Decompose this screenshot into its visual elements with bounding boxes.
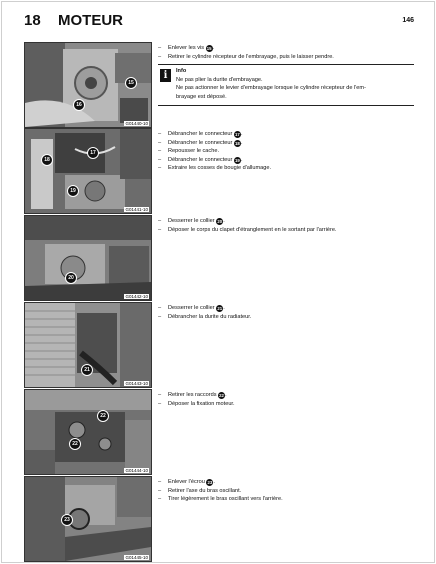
callout-marker: 16 bbox=[73, 99, 85, 111]
info-line: brayage est déposé. bbox=[176, 93, 227, 100]
info-title: Info bbox=[176, 68, 187, 75]
engine-mount-photo bbox=[25, 390, 151, 474]
reference-callout: 23 bbox=[207, 480, 213, 485]
callout-marker: 20 bbox=[65, 272, 77, 284]
step-item: – Enlever les vis 15. bbox=[158, 45, 215, 51]
step-item: – Retirer le cylindre récepteur de l'embrayage, puis le laisser pendre. bbox=[158, 53, 334, 60]
figure-photo-2 bbox=[24, 128, 152, 214]
steps-list bbox=[158, 391, 414, 408]
step-item: – Débrancher le connecteur 19. bbox=[158, 156, 243, 163]
callout-marker: 18 bbox=[41, 154, 53, 166]
figure-photo-5 bbox=[24, 389, 152, 475]
step-item: – Extraire les cosses de bougie d'allumage. bbox=[158, 165, 272, 172]
steps-list bbox=[158, 304, 414, 321]
page-number: 146 bbox=[402, 17, 414, 24]
step-item: – Desserrer le collier 20. bbox=[158, 218, 225, 224]
figure-photo-3 bbox=[24, 215, 152, 301]
info-icon: i bbox=[160, 69, 171, 82]
figure-code: G01445-10 bbox=[125, 555, 148, 560]
steps-list bbox=[158, 44, 414, 108]
figure-code: G01443-10 bbox=[125, 381, 148, 386]
callout-marker: 22 bbox=[69, 438, 81, 450]
step-item: – Enlever l'écrou 23. bbox=[158, 479, 215, 485]
connectors-photo bbox=[25, 129, 151, 213]
info-line: Ne pas actionner le levier d'embrayage lorsque le cylindre récepteur de l'em- bbox=[176, 85, 366, 92]
steps-list bbox=[158, 130, 414, 173]
steps-list bbox=[158, 478, 414, 504]
step-item: – Déposer le corps du clapet d'étranglement en le sortant par l'arrière. bbox=[158, 226, 337, 233]
info-box bbox=[158, 64, 414, 105]
page-header bbox=[24, 12, 414, 34]
step-item: – Débrancher la durite du radiateur. bbox=[158, 313, 252, 320]
callout-marker: 23 bbox=[61, 514, 73, 526]
figure-photo-4 bbox=[24, 302, 152, 388]
reference-callout: 17 bbox=[235, 132, 240, 137]
reference-callout: 21 bbox=[217, 306, 223, 311]
reference-callout: 22 bbox=[219, 393, 224, 398]
figure-code: G01441-10 bbox=[125, 207, 148, 212]
reference-callout: 19 bbox=[235, 157, 240, 163]
callout-marker: 15 bbox=[125, 77, 137, 89]
callout-marker: 17 bbox=[87, 147, 99, 159]
callout-marker: 22 bbox=[97, 410, 109, 422]
steps-list bbox=[158, 217, 414, 234]
step-item: – Déposer la fixation moteur. bbox=[158, 400, 235, 407]
reference-callout: 18 bbox=[235, 140, 240, 146]
figure-photo-6 bbox=[24, 476, 152, 562]
info-line: Ne pas plier la durite d'embrayage. bbox=[176, 76, 263, 83]
reference-callout: 15 bbox=[206, 46, 212, 51]
step-item: – Desserrer le collier 21. bbox=[158, 305, 225, 311]
figure-photo-1 bbox=[24, 42, 152, 128]
reference-callout: 20 bbox=[217, 219, 223, 224]
figure-code: G01444-10 bbox=[125, 468, 148, 473]
step-item: – Repousser le cache. bbox=[158, 148, 219, 155]
step-item: – Tirer légèrement le bras oscillant vers l'arrière. bbox=[158, 496, 283, 503]
step-item: – Retirer les raccords 22. bbox=[158, 392, 227, 398]
callout-marker: 19 bbox=[67, 185, 79, 197]
figure-code: G01440-10 bbox=[125, 121, 148, 126]
callout-marker: 21 bbox=[81, 364, 93, 376]
swingarm-pivot-photo bbox=[25, 477, 151, 561]
throttle-body-photo bbox=[25, 216, 151, 300]
chapter-title: MOTEUR bbox=[58, 12, 123, 29]
figure-code: G01442-10 bbox=[125, 294, 148, 299]
step-item: – Retirer l'axe du bras oscillant. bbox=[158, 487, 242, 494]
chapter-number: 18 bbox=[24, 12, 41, 29]
step-item: – Débrancher le connecteur 18. bbox=[158, 139, 243, 146]
step-item: – Débrancher le connecteur 17. bbox=[158, 131, 243, 137]
